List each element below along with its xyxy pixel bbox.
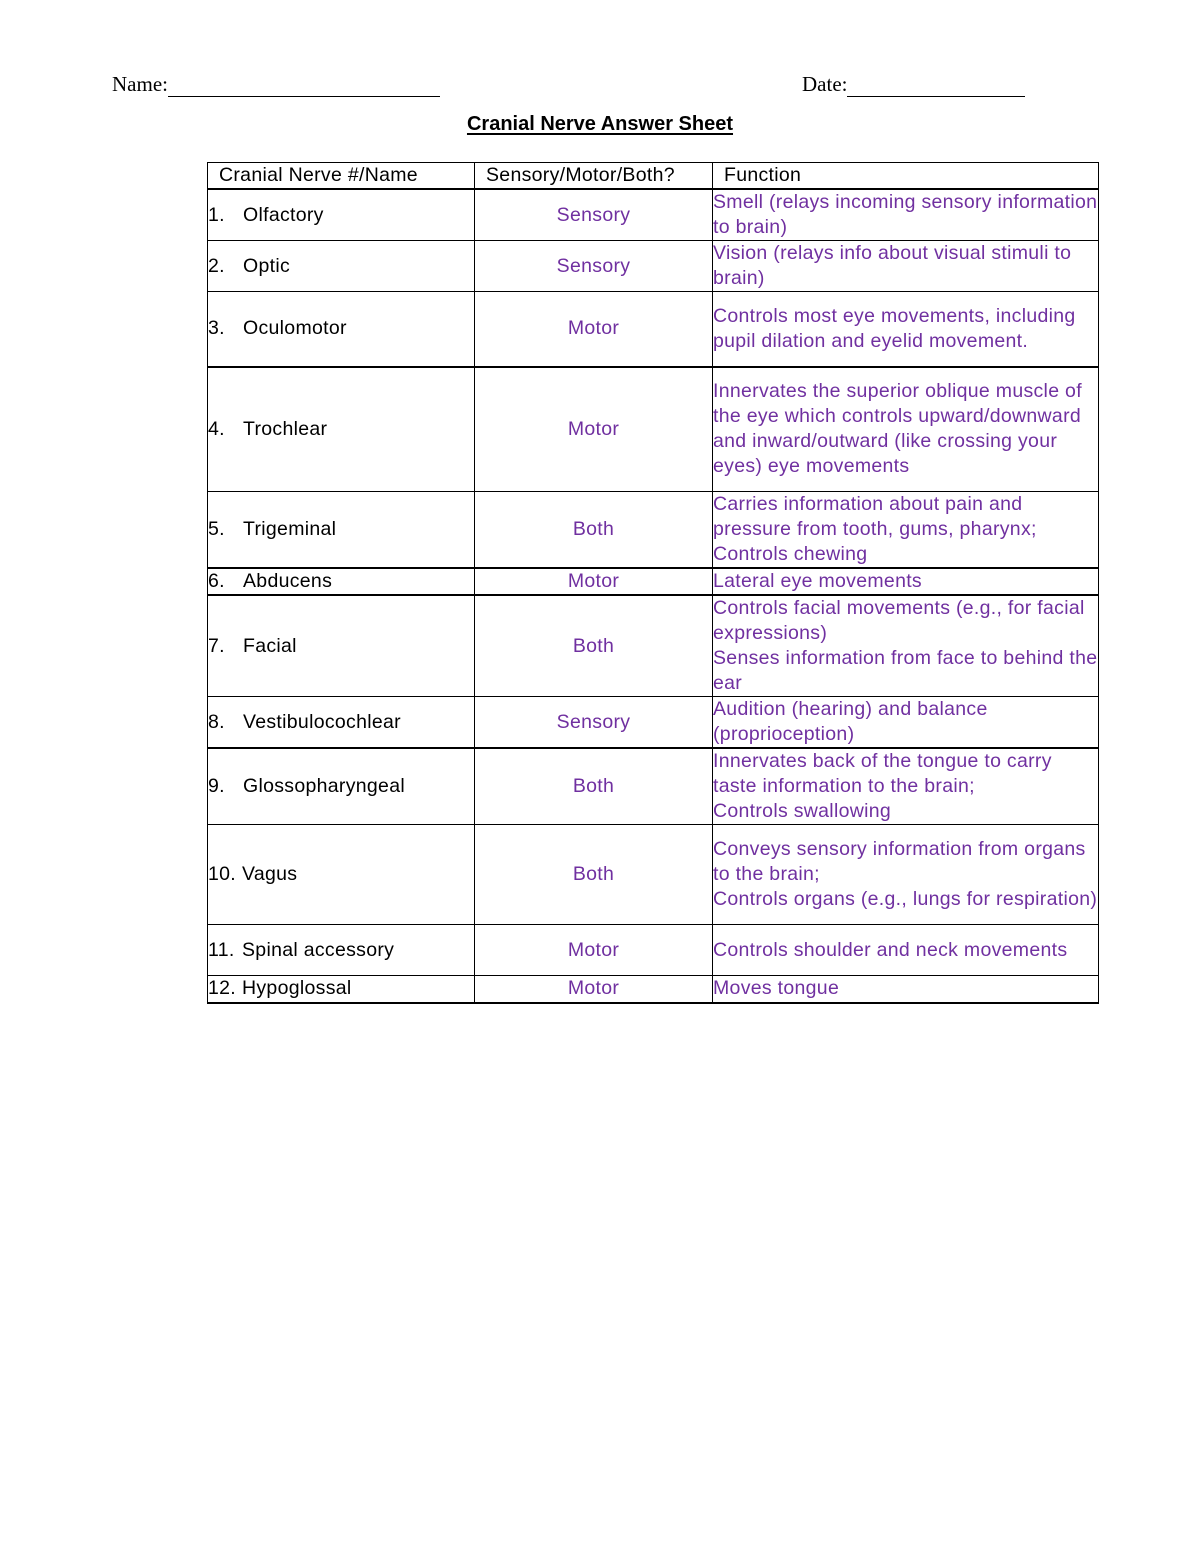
nerve-name-cell — [208, 292, 475, 367]
nerve-name-cell — [208, 825, 475, 925]
date-blank-line[interactable] — [847, 74, 1025, 97]
nerve-function-cell — [713, 568, 1099, 595]
nerve-number: 4. — [208, 417, 225, 440]
table-row — [208, 748, 1099, 825]
nerve-function-cell — [713, 367, 1099, 492]
function-text: Lateral eye movements — [713, 570, 922, 592]
nerve-function-cell — [713, 825, 1099, 925]
name-field — [112, 72, 440, 97]
nerve-type-cell: Motor — [475, 925, 713, 976]
nerve-name: Vagus — [242, 863, 298, 885]
nerve-type-cell: Motor — [475, 292, 713, 367]
function-text: Controls swallowing — [713, 800, 892, 822]
date-field — [802, 72, 1025, 97]
nerve-type-cell: Motor — [475, 976, 713, 1003]
function-text: Controls chewing — [713, 543, 868, 565]
nerve-name: Glossopharyngeal — [243, 775, 405, 797]
nerve-name-cell — [208, 976, 475, 1003]
table-row — [208, 241, 1099, 292]
nerve-name-cell — [208, 241, 475, 292]
table-row — [208, 568, 1099, 595]
nerve-number: 12. — [208, 977, 237, 1000]
function-text: Audition (hearing) and balance (proprioception) — [713, 698, 988, 745]
date-label: Date: — [802, 72, 848, 96]
nerve-number: 5. — [208, 518, 225, 540]
nerve-type-cell: Both — [475, 595, 713, 697]
nerve-function-cell — [713, 748, 1099, 825]
column-header-type: Sensory/Motor/Both? — [475, 163, 713, 190]
nerve-function-cell — [713, 595, 1099, 697]
nerve-type-cell: Motor — [475, 367, 713, 492]
nerve-name: Trochlear — [243, 417, 328, 440]
function-text: Conveys sensory information from organs to the brain; — [713, 838, 1086, 885]
nerve-name: Facial — [243, 634, 297, 657]
nerve-function-cell — [713, 697, 1099, 749]
table-row — [208, 292, 1099, 367]
nerve-type-cell: Both — [475, 492, 713, 569]
nerve-number: 6. — [208, 570, 225, 592]
column-header-function: Function — [713, 163, 1099, 190]
nerve-number: 2. — [208, 254, 225, 277]
nerve-name-cell — [208, 748, 475, 825]
table-header-row — [208, 163, 1099, 190]
nerve-number: 3. — [208, 317, 225, 340]
nerve-name-cell — [208, 367, 475, 492]
name-label: Name: — [112, 72, 168, 96]
function-text: Controls most eye movements, including pupil dilation and eyelid movement. — [713, 304, 1076, 352]
worksheet-header — [112, 72, 1042, 100]
nerve-number: 7. — [208, 634, 225, 657]
nerve-number: 8. — [208, 710, 225, 733]
name-blank-line[interactable] — [168, 74, 440, 97]
function-text: Controls organs (e.g., lungs for respiration) — [713, 888, 1098, 910]
function-text: Innervates the superior oblique muscle of the eye which controls upward/downward and inward/outward (like crossing your eyes) eye movements — [713, 380, 1082, 478]
table-row — [208, 697, 1099, 749]
nerve-type-cell: Both — [475, 825, 713, 925]
nerve-name: Abducens — [243, 570, 333, 592]
table-row — [208, 189, 1099, 241]
function-text: Controls shoulder and neck movements — [713, 938, 1068, 961]
nerve-function-cell — [713, 976, 1099, 1003]
nerve-name: Trigeminal — [243, 518, 337, 540]
nerve-type-cell: Motor — [475, 568, 713, 595]
nerve-type-cell: Sensory — [475, 189, 713, 241]
nerve-number: 10. — [208, 863, 237, 885]
nerve-type-cell: Both — [475, 748, 713, 825]
function-text: Controls facial movements (e.g., for facial expressions) — [713, 597, 1085, 644]
nerve-name: Hypoglossal — [242, 977, 352, 1000]
nerve-name: Olfactory — [243, 203, 324, 226]
table-row — [208, 367, 1099, 492]
nerve-name-cell — [208, 189, 475, 241]
table-row — [208, 825, 1099, 925]
nerve-function-cell — [713, 189, 1099, 241]
table-row — [208, 595, 1099, 697]
table-row — [208, 492, 1099, 569]
function-text: Senses information from face to behind the ear — [713, 647, 1098, 694]
function-text: Carries information about pain and pressure from tooth, gums, pharynx; — [713, 493, 1037, 540]
column-header-nerve: Cranial Nerve #/Name — [208, 163, 475, 190]
page-title: Cranial Nerve Answer Sheet — [466, 113, 734, 135]
nerve-name-cell — [208, 568, 475, 595]
nerve-function-cell — [713, 492, 1099, 569]
function-text: Innervates back of the tongue to carry taste information to the brain; — [713, 750, 1052, 797]
table-row — [208, 976, 1099, 1003]
nerve-number: 11. — [208, 938, 235, 961]
nerve-type-cell: Sensory — [475, 697, 713, 749]
nerve-name: Spinal accessory — [242, 938, 395, 961]
nerve-function-cell — [713, 292, 1099, 367]
nerve-function-cell — [713, 925, 1099, 976]
function-text: Smell (relays incoming sensory information to brain) — [713, 191, 1098, 238]
table-row — [208, 925, 1099, 976]
nerve-name: Vestibulocochlear — [243, 710, 401, 733]
nerve-name-cell — [208, 595, 475, 697]
nerve-type-cell: Sensory — [475, 241, 713, 292]
nerve-name: Oculomotor — [243, 317, 347, 340]
nerve-number: 9. — [208, 775, 225, 797]
function-text: Vision (relays info about visual stimuli to brain) — [713, 242, 1072, 289]
nerve-function-cell — [713, 241, 1099, 292]
function-text: Moves tongue — [713, 977, 840, 1000]
cranial-nerve-table — [207, 162, 1099, 1004]
nerve-number: 1. — [208, 203, 225, 226]
nerve-name: Optic — [243, 254, 291, 277]
nerve-name-cell — [208, 697, 475, 749]
nerve-name-cell — [208, 925, 475, 976]
nerve-name-cell — [208, 492, 475, 569]
